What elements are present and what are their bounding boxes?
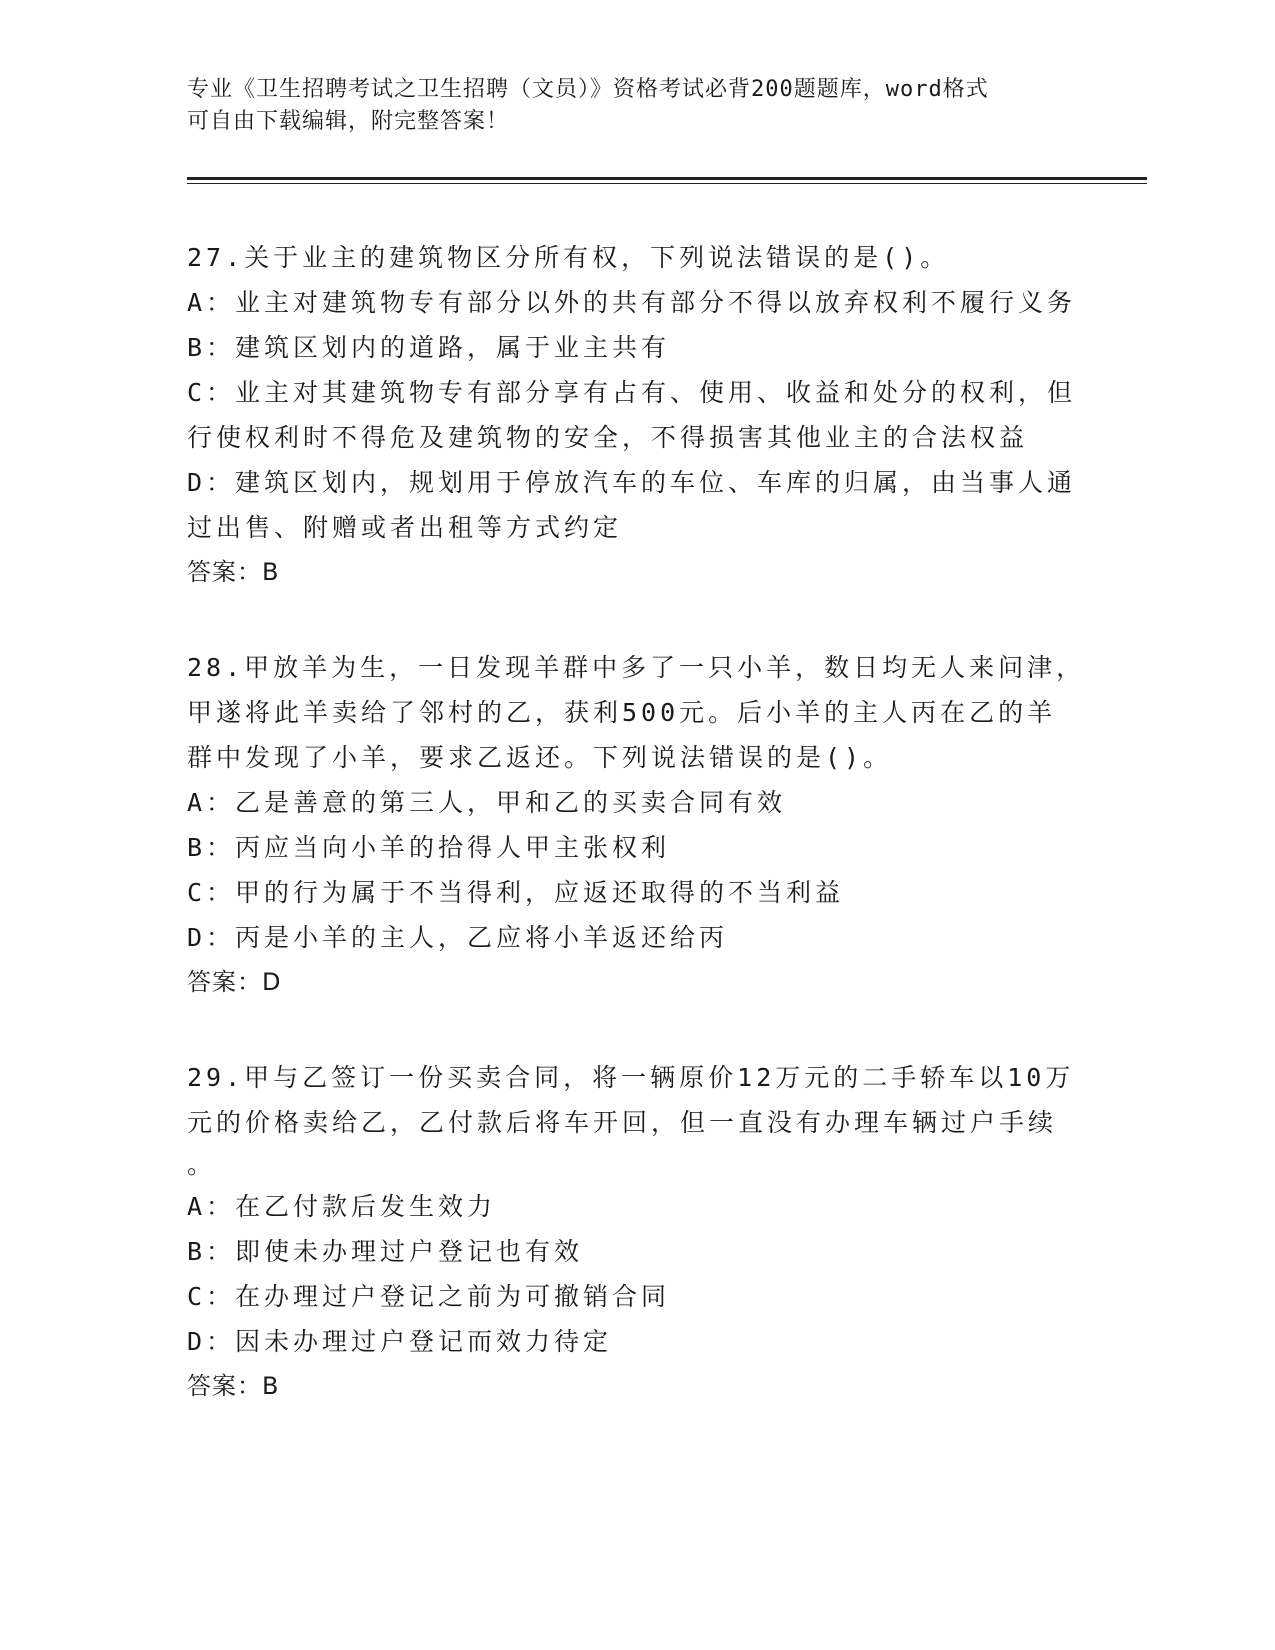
option-d-continued: 过出售、附赠或者出租等方式约定 bbox=[187, 513, 623, 542]
option-c: C：业主对其建筑物专有部分享有占有、使用、收益和处分的权利，但 bbox=[187, 378, 1077, 407]
header-line-1: 专业《卫生招聘考试之卫生招聘（文员）》资格考试必背200题题库，word格式 bbox=[187, 77, 989, 102]
option-b: B：建筑区划内的道路，属于业主共有 bbox=[187, 333, 671, 362]
question-27 bbox=[187, 235, 1087, 595]
answer: 答案：B bbox=[187, 1372, 280, 1400]
question-stem: 27.关于业主的建筑物区分所有权，下列说法错误的是()。 bbox=[187, 243, 950, 272]
question-29 bbox=[187, 1055, 1087, 1409]
option-c: C：在办理过户登记之前为可撤销合同 bbox=[187, 1282, 671, 1311]
option-d: D：丙是小羊的主人，乙应将小羊返还给丙 bbox=[187, 923, 729, 952]
question-stem-continued: 。 bbox=[187, 1150, 217, 1179]
question-stem-continued: 甲遂将此羊卖给了邻村的乙，获利500元。后小羊的主人丙在乙的羊 bbox=[187, 698, 1057, 727]
header-divider-thick bbox=[187, 177, 1147, 180]
option-b: B：丙应当向小羊的拾得人甲主张权利 bbox=[187, 833, 671, 862]
option-d: D：因未办理过户登记而效力待定 bbox=[187, 1327, 613, 1356]
option-c: C：甲的行为属于不当得利，应返还取得的不当利益 bbox=[187, 878, 845, 907]
option-a: A：在乙付款后发生效力 bbox=[187, 1192, 497, 1221]
header-divider-thin bbox=[187, 183, 1147, 184]
option-a: A：乙是善意的第三人，甲和乙的买卖合同有效 bbox=[187, 788, 787, 817]
header-line-2: 可自由下载编辑，附完整答案！ bbox=[187, 109, 510, 134]
option-d: D：建筑区划内，规划用于停放汽车的车位、车库的归属，由当事人通 bbox=[187, 468, 1077, 497]
option-c-continued: 行使权利时不得危及建筑物的安全，不得损害其他业主的合法权益 bbox=[187, 423, 1029, 452]
answer: 答案：D bbox=[187, 968, 282, 996]
answer: 答案：B bbox=[187, 558, 280, 586]
question-28 bbox=[187, 645, 1087, 1005]
question-stem: 29.甲与乙签订一份买卖合同，将一辆原价12万元的二手轿车以10万 bbox=[187, 1063, 1075, 1092]
option-a: A：业主对建筑物专有部分以外的共有部分不得以放弃权利不履行义务 bbox=[187, 288, 1077, 317]
question-stem-continued: 元的价格卖给乙，乙付款后将车开回，但一直没有办理车辆过户手续 bbox=[187, 1108, 1058, 1137]
document-header bbox=[187, 74, 1067, 138]
question-stem-continued: 群中发现了小羊，要求乙返还。下列说法错误的是()。 bbox=[187, 743, 893, 772]
option-b: B：即使未办理过户登记也有效 bbox=[187, 1237, 584, 1266]
question-stem: 28.甲放羊为生，一日发现羊群中多了一只小羊，数日均无人来问津， bbox=[187, 653, 1086, 682]
